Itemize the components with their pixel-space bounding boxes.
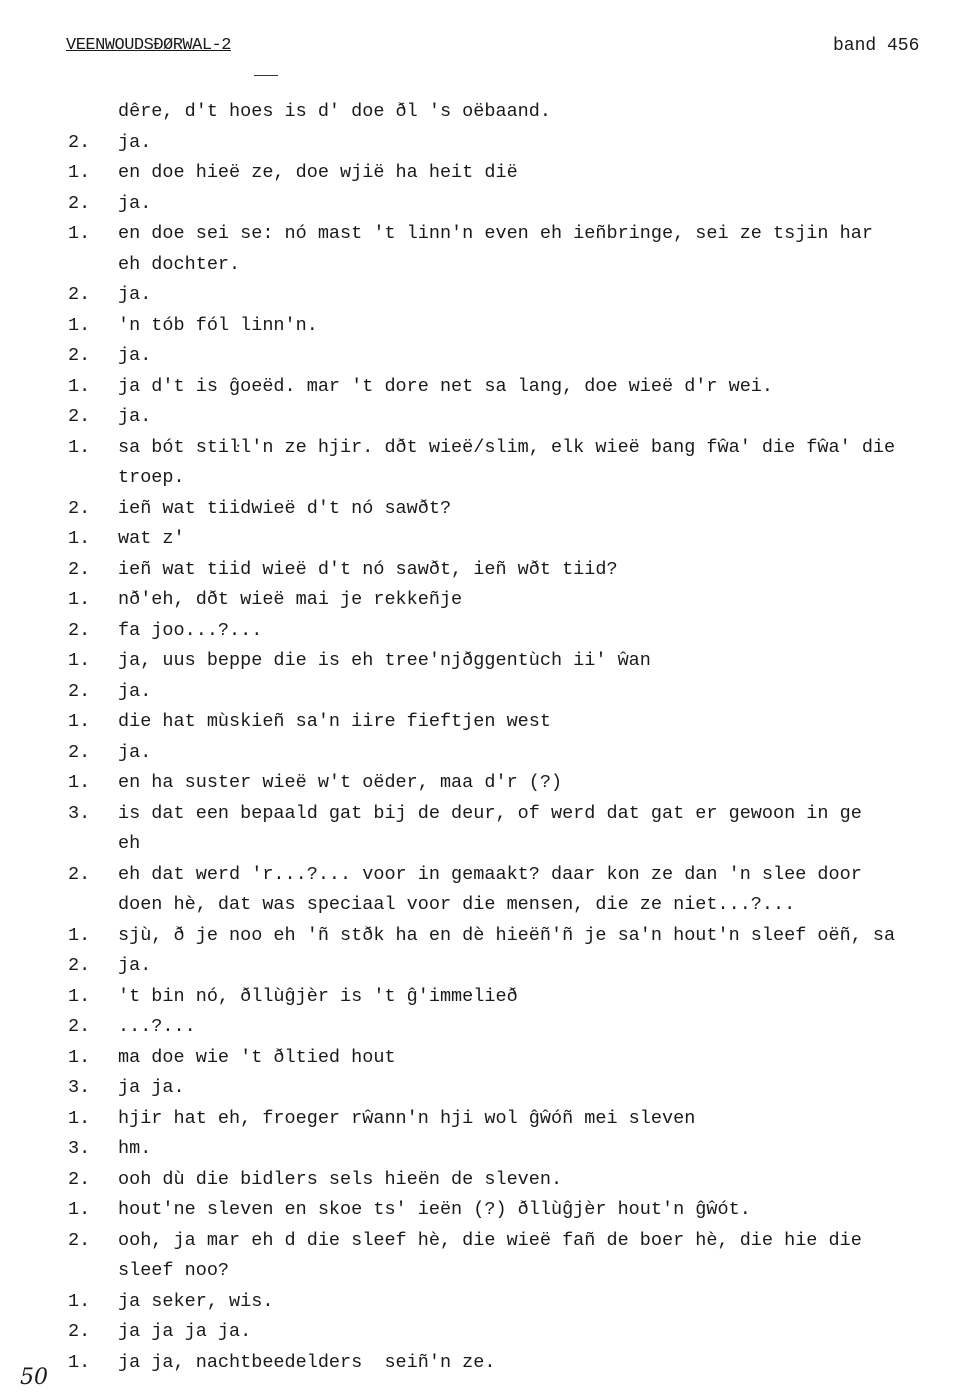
header-divider — [254, 75, 278, 76]
speaker-number: 1. — [68, 314, 91, 336]
speaker-number: 2. — [68, 680, 91, 702]
utterance-text: doen hè, dat was speciaal voor die mensen, die ze niet...?... — [118, 894, 796, 915]
speaker-number: 2. — [68, 619, 91, 641]
transcript-line — [0, 1073, 979, 1104]
speaker-number: 2. — [68, 284, 91, 305]
transcript-line — [0, 1043, 979, 1074]
utterance-text: ja. — [118, 131, 152, 153]
transcript-line — [0, 982, 979, 1013]
transcript-line — [0, 860, 979, 891]
speaker-number: 2. — [68, 863, 91, 885]
transcript-line — [0, 1256, 979, 1287]
transcript-line — [0, 524, 979, 555]
utterance-text: ja ja ja ja. — [118, 1321, 252, 1342]
transcript-line — [0, 890, 979, 921]
utterance-text: ja. — [118, 192, 152, 214]
utterance-text: hjir hat eh, froeger rŵann'n hji wol ĝŵóñ mei sleven — [118, 1107, 696, 1129]
speaker-number: 1. — [68, 1046, 91, 1068]
utterance-text: ja seker, wis. — [118, 1290, 274, 1312]
transcript-body — [0, 97, 979, 1378]
speaker-number: 2. — [68, 1229, 91, 1251]
transcript-line — [0, 463, 979, 494]
speaker-number: 2. — [68, 955, 91, 976]
utterance-text: hm. — [118, 1138, 152, 1159]
speaker-number: 1. — [68, 1351, 91, 1373]
speaker-number: 3. — [68, 1077, 91, 1098]
utterance-text: is dat een bepaald gat bij de deur, of werd dat gat er gewoon in ge — [118, 802, 862, 824]
utterance-text: en doe sei se: nó mast 't linn'n even eh ieñbringe, sei ze tsjin har — [118, 223, 873, 244]
transcript-line — [0, 311, 979, 342]
transcript-line — [0, 1195, 979, 1226]
speaker-number: 2. — [68, 406, 91, 427]
utterance-text: ja d't is ĝoeëd. mar 't dore net sa lang, doe wieë d'r wei. — [118, 375, 774, 397]
utterance-text: ja ja, nachtbeedelders seiñ'n ze. — [118, 1351, 496, 1373]
transcript-line — [0, 189, 979, 220]
transcript-line — [0, 1287, 979, 1318]
speaker-number: 1. — [68, 1290, 91, 1312]
speaker-number: 1. — [68, 375, 91, 397]
utterance-text: sjù, ð je noo eh 'ñ stðk ha en dè hieëñ'ñ je sa'n hout'n sleef oëñ, sa — [118, 924, 896, 946]
transcript-line — [0, 433, 979, 464]
speaker-number: 2. — [68, 1321, 91, 1342]
transcript-line — [0, 1317, 979, 1348]
transcript-line — [0, 555, 979, 586]
utterance-text: ja. — [118, 680, 152, 702]
transcript-line — [0, 1165, 979, 1196]
transcript-line — [0, 799, 979, 830]
speaker-number: 2. — [68, 131, 91, 153]
utterance-text: ieñ wat tiidwieë d't nó sawðt? — [118, 497, 452, 519]
transcript-line — [0, 128, 979, 159]
document-title: VEENWOUDSÐØRWAL-2 — [66, 36, 231, 55]
utterance-text: sleef noo? — [118, 1260, 230, 1281]
speaker-number: 2. — [68, 192, 91, 214]
utterance-text: eh dat werd 'r...?... voor in gemaakt? daar kon ze dan 'n slee door — [118, 863, 862, 885]
speaker-number: 2. — [68, 558, 91, 580]
transcript-line — [0, 1012, 979, 1043]
utterance-text: ja. — [118, 741, 152, 763]
speaker-number: 2. — [68, 741, 91, 763]
utterance-text: dêre, d't hoes is d' doe ðl 's oëbaand. — [118, 101, 551, 122]
transcript-line — [0, 585, 979, 616]
utterance-text: ja. — [118, 406, 152, 427]
transcript-line — [0, 646, 979, 677]
speaker-number: 1. — [68, 924, 91, 946]
speaker-number: 1. — [68, 650, 91, 671]
transcript-line — [0, 494, 979, 525]
speaker-number: 1. — [68, 1107, 91, 1129]
band-number: band 456 — [833, 36, 920, 56]
utterance-text: ja ja. — [118, 1077, 185, 1098]
handwritten-page-note: 50 — [20, 1365, 48, 1390]
transcript-line — [0, 951, 979, 982]
speaker-number: 1. — [68, 985, 91, 1007]
transcript-line — [0, 1134, 979, 1165]
utterance-text: en ha suster wieë w't oëder, maa d'r (?) — [118, 772, 563, 793]
transcript-line — [0, 250, 979, 281]
utterance-text: sa bót stiŀl'n ze hjir. dðt wieë/slim, elk wieë bang fŵa' die fŵa' die — [118, 436, 896, 458]
transcript-line — [0, 158, 979, 189]
transcript-line — [0, 280, 979, 311]
utterance-text: ma doe wie 't ðltied hout — [118, 1046, 396, 1068]
utterance-text: hout'ne sleven en skoe ts' ieën (?) ðllùĝjèr hout'n ĝŵót. — [118, 1199, 751, 1220]
utterance-text: eh — [118, 833, 141, 854]
speaker-number: 1. — [68, 436, 91, 458]
utterance-text: ja. — [118, 955, 152, 976]
speaker-number: 1. — [68, 711, 91, 732]
utterance-text: 't bin nó, ðllùĝjèr is 't ĝ'immelieð — [118, 985, 518, 1007]
transcript-line — [0, 921, 979, 952]
utterance-text: ieñ wat tiid wieë d't nó sawðt, ieñ wðt tiid? — [118, 558, 618, 580]
utterance-text: nð'eh, dðt wieë mai je rekkeñje — [118, 589, 463, 610]
speaker-number: 1. — [68, 1199, 91, 1220]
speaker-number: 2. — [68, 1016, 91, 1037]
speaker-number: 3. — [68, 1138, 91, 1159]
transcript-line — [0, 707, 979, 738]
speaker-number: 2. — [68, 345, 91, 366]
transcript-line — [0, 616, 979, 647]
utterance-text: ja. — [118, 345, 152, 366]
utterance-text: ooh dù die bidlers sels hieën de sleven. — [118, 1168, 563, 1190]
transcript-line — [0, 341, 979, 372]
utterance-text: 'n tób fól linn'n. — [118, 314, 318, 336]
transcript-line — [0, 402, 979, 433]
speaker-number: 1. — [68, 223, 91, 244]
speaker-number: 1. — [68, 772, 91, 793]
utterance-text: eh dochter. — [118, 253, 241, 275]
utterance-text: fa joo...?... — [118, 619, 263, 641]
transcript-line — [0, 1104, 979, 1135]
utterance-text: ja, uus beppe die is eh tree'njðggentùch ii' ŵan — [118, 650, 651, 671]
speaker-number: 2. — [68, 1168, 91, 1190]
speaker-number: 1. — [68, 162, 91, 183]
transcript-line — [0, 768, 979, 799]
utterance-text: ja. — [118, 284, 152, 305]
utterance-text: die hat mùskieñ sa'n iire fieftjen west — [118, 711, 551, 732]
transcript-line — [0, 219, 979, 250]
transcript-line — [0, 372, 979, 403]
utterance-text: ...?... — [118, 1016, 196, 1037]
speaker-number: 1. — [68, 528, 91, 549]
transcript-line — [0, 1226, 979, 1257]
transcript-line — [0, 1348, 979, 1379]
transcript-line — [0, 677, 979, 708]
transcript-line — [0, 97, 979, 128]
transcript-line — [0, 738, 979, 769]
speaker-number: 1. — [68, 589, 91, 610]
utterance-text: troep. — [118, 467, 185, 488]
speaker-number: 2. — [68, 497, 91, 519]
utterance-text: en doe hieë ze, doe wjië ha heit dië — [118, 162, 518, 183]
utterance-text: wat z' — [118, 528, 185, 549]
speaker-number: 3. — [68, 802, 91, 824]
utterance-text: ooh, ja mar eh d die sleef hè, die wieë fañ de boer hè, die hie die — [118, 1229, 862, 1251]
transcript-line — [0, 829, 979, 860]
